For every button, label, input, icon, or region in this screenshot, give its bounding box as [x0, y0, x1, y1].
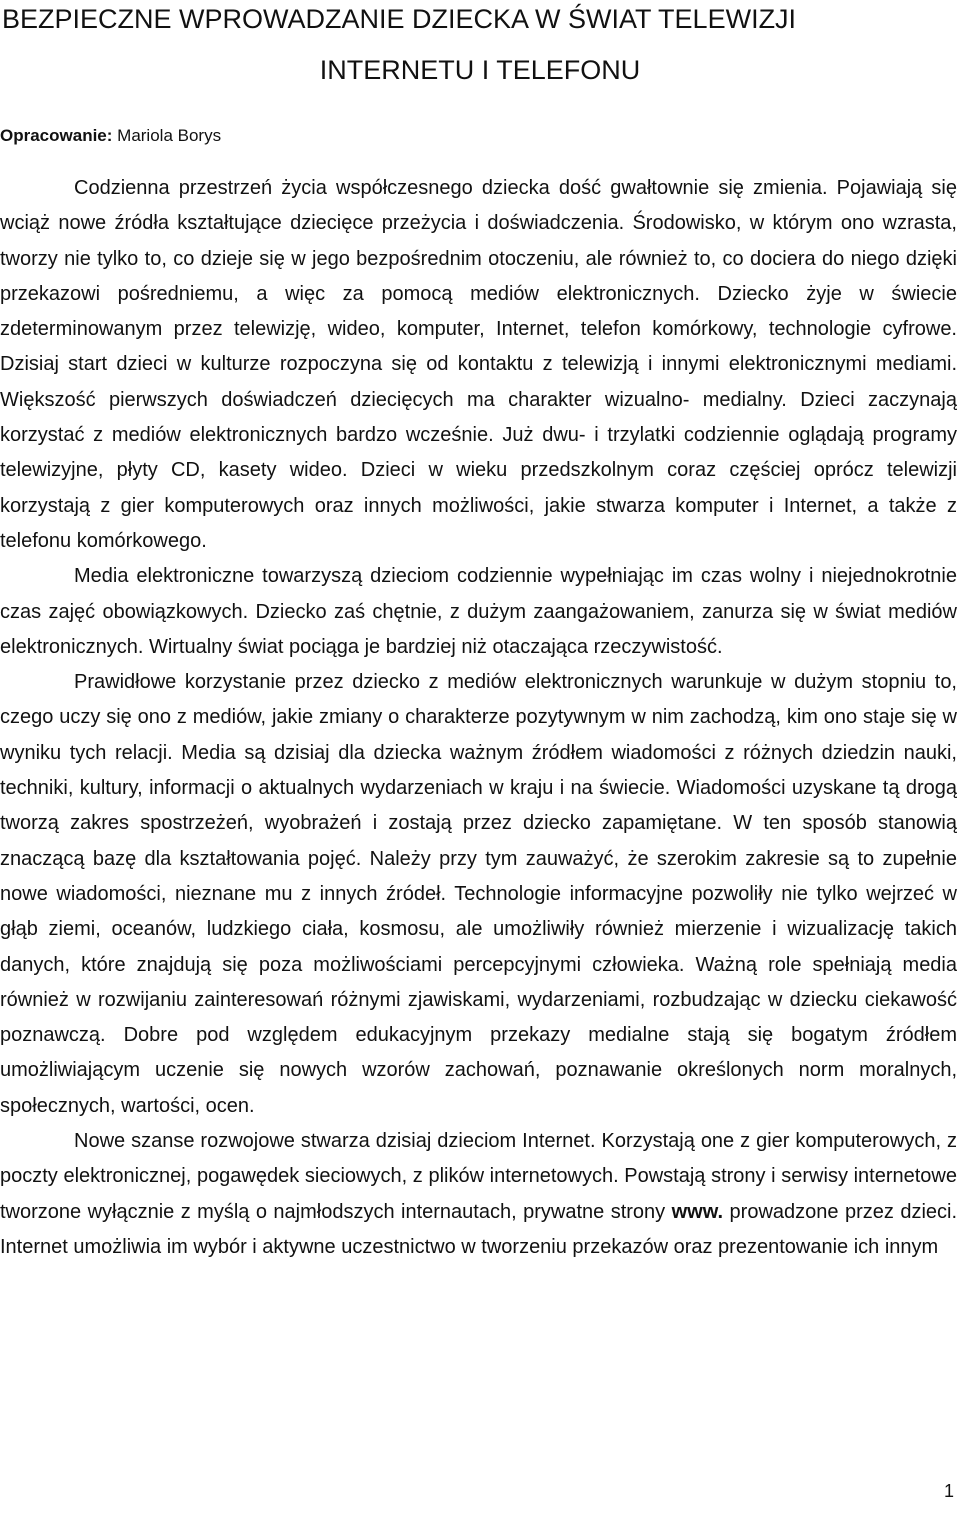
author-name: Mariola Borys — [117, 126, 222, 145]
paragraph-text: Nowe szanse rozwojowe stwarza dzisiaj dzieciom Internet. Korzystają one z gier komputerowych, z poczty elektronicznej, pogawędek sieciowych, z plików internetowych. Powstają strony i serwisy internetowe tworzone wyłącznie z myślą o najmłodszych internautach, prywatne strony — [0, 1130, 957, 1223]
document-title-line-2: INTERNETU I TELEFONU — [319, 55, 641, 85]
page-number: 1 — [943, 1481, 954, 1501]
author-line — [0, 126, 221, 146]
author-label: Opracowanie: — [0, 126, 113, 145]
paragraph-text: prowadzone przez dzieci. Internet umożliwia im wybór i aktywne uczestnictwo w tworzeniu przekazów oraz prezentowanie ich innym — [0, 1200, 958, 1258]
bold-www-text: www. — [671, 1200, 724, 1223]
paragraph: Media elektroniczne towarzyszą dzieciom codziennie wypełniając im czas wolny i niejednokrotnie czas zajęć obowiązkowych. Dziecko zaś chętnie, z dużym zaangażowaniem, zanurza się w świat mediów elektronicznych. Wirtualny świat pociąga je bardziej niż otaczająca rzeczywistość. — [0, 565, 957, 658]
paragraph: Prawidłowe korzystanie przez dziecko z mediów elektronicznych warunkuje w dużym stopniu to, czego uczy się ono z mediów, jakie zmiany o charakterze pozytywnym w nim zachodzą, kim ono staje się w wyniku tych relacji. Media są dzisiaj dla dziecka ważnym źródłem wiadomości z różnych dziedzin nauki, techniki, kultury, informacji o aktualnych wydarzeniach w kraju i na świecie. Wiadomości uzyskane tą drogą tworzą zakres spostrzeżeń, wyobrażeń i zostają przez dziecko zapamiętane. W ten sposób stanowią znaczącą bazę dla kształtowania pojęć. Należy przy tym zauważyć, że szerokim zakresie są to zupełnie nowe wiadomości, nieznane mu z innych źródeł. Technologie informacyjne pozwoliły nie tylko wejrzeć w głąb ziemi, oceanów, ludzkiego ciała, kosmosu, ale umożliwiły również mierzenie i wizualizację takich danych, które znajdują się poza możliwościami percepcyjnymi człowieka. Ważną role spełniają media również w rozwijaniu zainteresowań różnymi zjawiskami, wydarzeniami, rozbudzając w dziecku ciekawość poznawczą. Dobre pod względem edukacyjnym przekazy medialne stają się bogatym źródłem umożliwiającym uczenie się nowych wzorów zachowań, poznawanie określonych norm moralnych, społecznych, wartości, ocen. — [0, 671, 957, 1117]
document-body — [0, 171, 957, 1265]
paragraph: Codzienna przestrzeń życia współczesnego dziecka dość gwałtownie się zmienia. Pojawiają się wciąż nowe źródła kształtujące dziecięce przeżycia i doświadczenia. Środowisko, w którym ono wzrasta, tworzy nie tylko to, co dzieje się w jego bezpośrednim otoczeniu, ale również to, co dociera do niego dzięki przekazowi pośredniemu, a więc za pomocą mediów elektronicznych. Dziecko żyje w świecie zdeterminowanym przez telewizję, wideo, komputer, Internet, telefon komórkowy, technologie cyfrowe. Dzisiaj start dzieci w kulturze rozpoczyna się od kontaktu z telewizją i innymi elektronicznymi mediami. Większość pierwszych doświadczeń dziecięcych ma charakter wizualno- medialny. Dzieci zaczynają korzystać z mediów elektronicznych bardzo wcześnie. Już dwu- i trzylatki codziennie oglądają programy telewizyjne, płyty CD, kasety wideo. Dzieci w wieku przedszkolnym coraz częściej oprócz telewizji korzystają z gier komputerowych oraz innych możliwości, jakie stwarza komputer i Internet, a także z telefonu komórkowego. — [0, 177, 957, 552]
document-title-line-1: BEZPIECZNE WPROWADZANIE DZIECKA W ŚWIAT TELEWIZJI — [2, 4, 797, 34]
paragraph — [0, 1124, 957, 1265]
